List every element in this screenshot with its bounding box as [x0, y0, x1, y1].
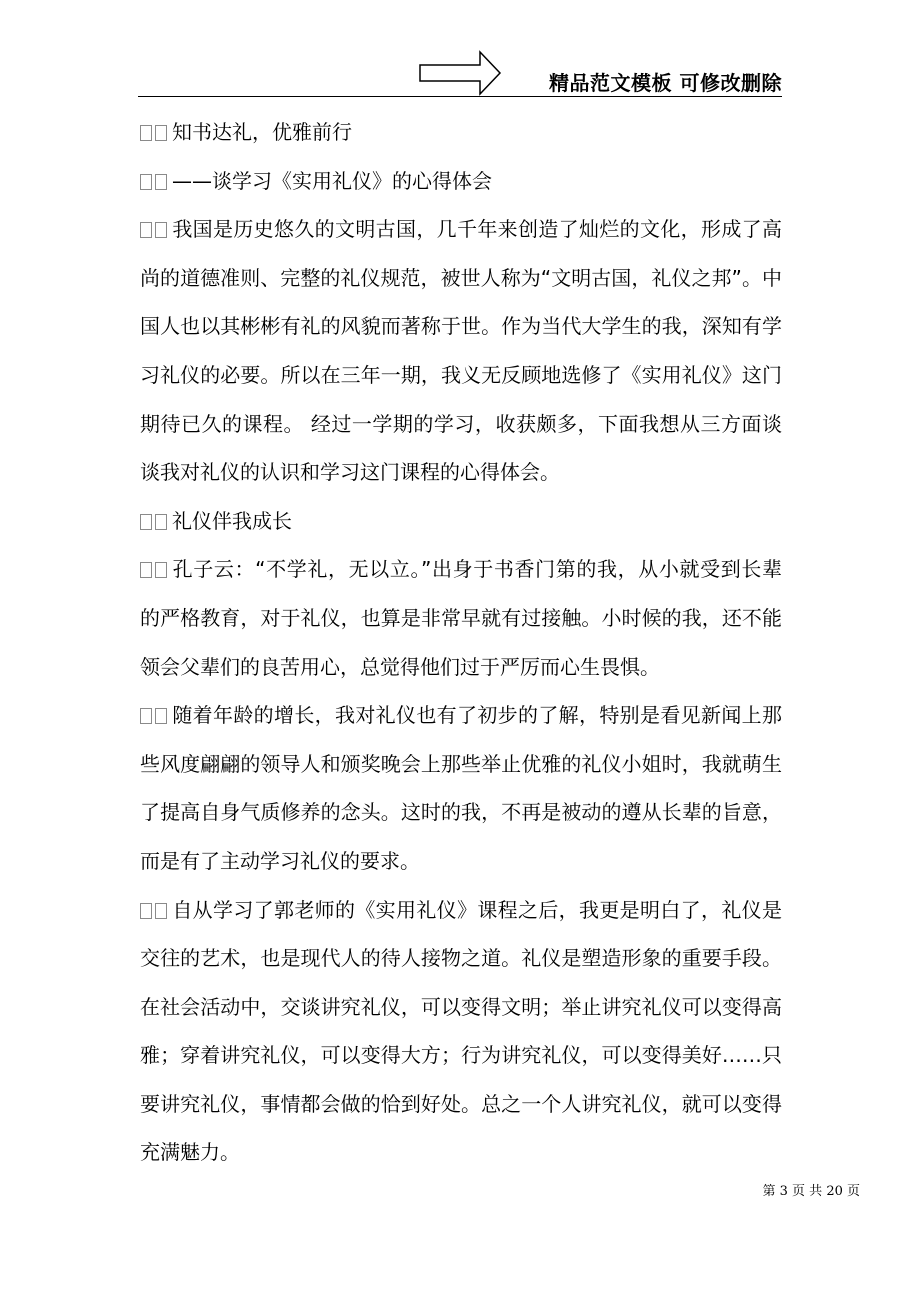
confucius-text: 孔子云：“不学礼，无以立。”出身于书香门第的我，从小就受到长辈的严格教育，对于礼仪，也算是非常早就有过接触。小时候的我，还不能领会父辈们的良苦用心，总觉得他们过于严厉而心生畏惧。 [140, 557, 782, 679]
header-divider [138, 96, 782, 97]
paragraph-course [140, 886, 782, 1178]
indent-placeholder [140, 108, 172, 157]
paragraph-subtitle [140, 157, 782, 206]
page-header [138, 50, 782, 98]
title-text: 知书达礼，优雅前行 [172, 120, 352, 144]
subtitle-text: ——谈学习《实用礼仪》的心得体会 [172, 168, 492, 193]
growth-text: 随着年龄的增长，我对礼仪也有了初步的了解，特别是看见新闻上那些风度翩翩的领导人和颁奖晚会上那些举止优雅的礼仪小姐时，我就萌生了提高自身气质修养的念头。这时的我，不再是被动的遵从长辈的旨意，而是有了主动学习礼仪的要求。 [140, 703, 782, 873]
paragraph-confucius [140, 545, 782, 691]
paragraph-title [140, 108, 782, 157]
paragraph-growth [140, 691, 782, 885]
page-number: 第 3 页 共 20 页 [762, 1184, 860, 1199]
indent-placeholder [140, 691, 172, 740]
indent-placeholder [140, 545, 172, 594]
indent-placeholder [140, 157, 172, 206]
indent-placeholder [140, 497, 172, 546]
intro-text: 我国是历史悠久的文明古国，几千年来创造了灿烂的文化，形成了高尚的道德准则、完整的礼仪规范，被世人称为“文明古国，礼仪之邦”。中国人也以其彬彬有礼的风貌而著称于世。作为当代大学生的我，深知有学习礼仪的必要。所以在三年一期，我义无反顾地选修了《实用礼仪》这门期待已久的课程。 经过一学期的学习，收获颇多，下面我想从三方面谈谈我对礼仪的认识和学习这门课程的心得体会。 [140, 217, 782, 485]
arrow-right-icon [418, 50, 502, 96]
indent-placeholder [140, 886, 172, 935]
document-body [140, 108, 782, 1177]
header-title: 精品范文模板 可修改删除 [549, 71, 782, 95]
course-text: 自从学习了郭老师的《实用礼仪》课程之后，我更是明白了，礼仪是交往的艺术，也是现代人的待人接物之道。礼仪是塑造形象的重要手段。在社会活动中，交谈讲究礼仪，可以变得文明；举止讲究礼仪可以变得高雅；穿着讲究礼仪，可以变得大方；行为讲究礼仪，可以变得美好……只要讲究礼仪，事情都会做的恰到好处。总之一个人讲究礼仪，就可以变得充满魅力。 [140, 897, 782, 1165]
paragraph-section-heading [140, 497, 782, 546]
paragraph-intro [140, 205, 782, 497]
indent-placeholder [140, 205, 172, 254]
section-heading-text: 礼仪伴我成长 [172, 508, 292, 533]
